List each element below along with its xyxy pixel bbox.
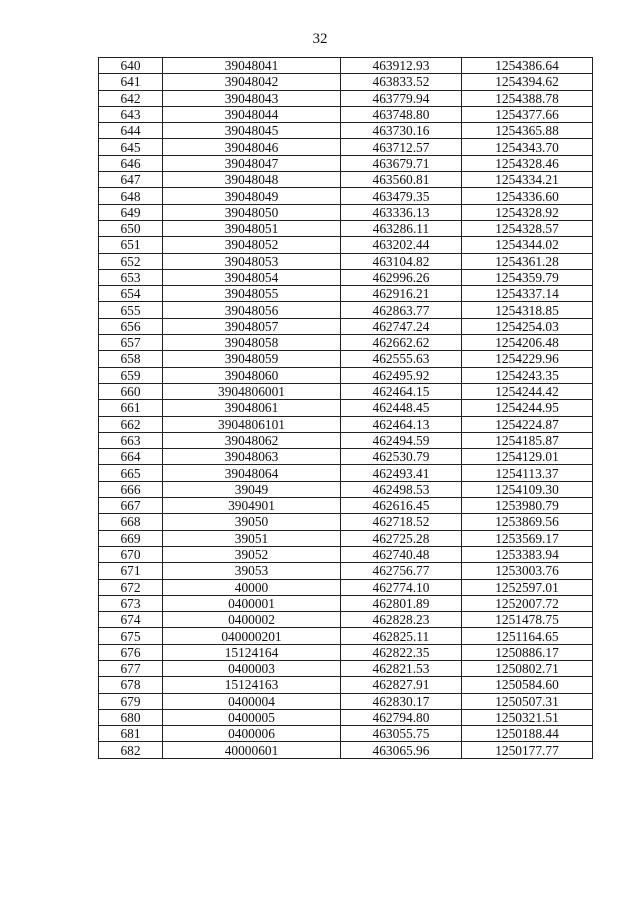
point-id-cell: 39048051 <box>163 220 341 236</box>
x-coordinate-cell: 462448.45 <box>341 400 462 416</box>
point-id-cell: 39048041 <box>163 58 341 74</box>
x-coordinate-cell: 462822.35 <box>341 644 462 660</box>
table-row <box>99 139 593 155</box>
y-coordinate-cell: 1251478.75 <box>462 612 593 628</box>
point-id-cell: 0400006 <box>163 726 341 742</box>
x-coordinate-cell: 462464.15 <box>341 383 462 399</box>
x-coordinate-cell: 463833.52 <box>341 74 462 90</box>
point-id-cell: 39048055 <box>163 286 341 302</box>
row-number-cell: 678 <box>99 677 163 693</box>
y-coordinate-cell: 1254377.66 <box>462 106 593 122</box>
y-coordinate-cell: 1254229.96 <box>462 351 593 367</box>
point-id-cell: 39048049 <box>163 188 341 204</box>
table-row <box>99 644 593 660</box>
row-number-cell: 675 <box>99 628 163 644</box>
row-number-cell: 668 <box>99 514 163 530</box>
point-id-cell: 39048064 <box>163 465 341 481</box>
x-coordinate-cell: 462828.23 <box>341 612 462 628</box>
x-coordinate-cell: 462821.53 <box>341 660 462 676</box>
point-id-cell: 15124164 <box>163 644 341 660</box>
x-coordinate-cell: 463202.44 <box>341 237 462 253</box>
point-id-cell: 0400005 <box>163 709 341 725</box>
x-coordinate-cell: 462996.26 <box>341 269 462 285</box>
y-coordinate-cell: 1254359.79 <box>462 269 593 285</box>
table-row <box>99 123 593 139</box>
table-row <box>99 612 593 628</box>
point-id-cell: 39048063 <box>163 449 341 465</box>
point-id-cell: 3904901 <box>163 498 341 514</box>
point-id-cell: 3904806101 <box>163 416 341 432</box>
table-row <box>99 498 593 514</box>
row-number-cell: 655 <box>99 302 163 318</box>
point-id-cell: 39048042 <box>163 74 341 90</box>
point-id-cell: 39048047 <box>163 155 341 171</box>
y-coordinate-cell: 1250321.51 <box>462 709 593 725</box>
table-row <box>99 237 593 253</box>
y-coordinate-cell: 1254243.35 <box>462 367 593 383</box>
point-id-cell: 39048052 <box>163 237 341 253</box>
row-number-cell: 662 <box>99 416 163 432</box>
x-coordinate-cell: 462494.59 <box>341 432 462 448</box>
table-row <box>99 367 593 383</box>
y-coordinate-cell: 1254328.46 <box>462 155 593 171</box>
row-number-cell: 645 <box>99 139 163 155</box>
x-coordinate-cell: 463748.80 <box>341 106 462 122</box>
y-coordinate-cell: 1254224.87 <box>462 416 593 432</box>
point-id-cell: 39048046 <box>163 139 341 155</box>
x-coordinate-cell: 462662.62 <box>341 335 462 351</box>
row-number-cell: 664 <box>99 449 163 465</box>
x-coordinate-cell: 462830.17 <box>341 693 462 709</box>
coordinates-table-body <box>99 58 593 759</box>
x-coordinate-cell: 462740.48 <box>341 546 462 562</box>
point-id-cell: 39048058 <box>163 335 341 351</box>
table-row <box>99 335 593 351</box>
x-coordinate-cell: 463779.94 <box>341 90 462 106</box>
y-coordinate-cell: 1253569.17 <box>462 530 593 546</box>
y-coordinate-cell: 1254318.85 <box>462 302 593 318</box>
row-number-cell: 680 <box>99 709 163 725</box>
y-coordinate-cell: 1253980.79 <box>462 498 593 514</box>
row-number-cell: 641 <box>99 74 163 90</box>
y-coordinate-cell: 1254386.64 <box>462 58 593 74</box>
table-row <box>99 90 593 106</box>
row-number-cell: 642 <box>99 90 163 106</box>
table-row <box>99 530 593 546</box>
x-coordinate-cell: 462747.24 <box>341 318 462 334</box>
point-id-cell: 39048056 <box>163 302 341 318</box>
x-coordinate-cell: 463065.96 <box>341 742 462 758</box>
y-coordinate-cell: 1254336.60 <box>462 188 593 204</box>
y-coordinate-cell: 1254109.30 <box>462 481 593 497</box>
x-coordinate-cell: 463679.71 <box>341 155 462 171</box>
x-coordinate-cell: 463712.57 <box>341 139 462 155</box>
point-id-cell: 39049 <box>163 481 341 497</box>
point-id-cell: 39048054 <box>163 269 341 285</box>
y-coordinate-cell: 1250188.44 <box>462 726 593 742</box>
x-coordinate-cell: 463336.13 <box>341 204 462 220</box>
table-row <box>99 106 593 122</box>
x-coordinate-cell: 462493.41 <box>341 465 462 481</box>
table-row <box>99 74 593 90</box>
y-coordinate-cell: 1250584.60 <box>462 677 593 693</box>
row-number-cell: 657 <box>99 335 163 351</box>
point-id-cell: 0400003 <box>163 660 341 676</box>
point-id-cell: 0400004 <box>163 693 341 709</box>
table-row <box>99 595 593 611</box>
table-row <box>99 693 593 709</box>
row-number-cell: 651 <box>99 237 163 253</box>
table-row <box>99 742 593 758</box>
y-coordinate-cell: 1254254.03 <box>462 318 593 334</box>
point-id-cell: 39048044 <box>163 106 341 122</box>
point-id-cell: 40000 <box>163 579 341 595</box>
table-row <box>99 726 593 742</box>
row-number-cell: 660 <box>99 383 163 399</box>
x-coordinate-cell: 462801.89 <box>341 595 462 611</box>
x-coordinate-cell: 463104.82 <box>341 253 462 269</box>
row-number-cell: 682 <box>99 742 163 758</box>
point-id-cell: 40000601 <box>163 742 341 758</box>
row-number-cell: 652 <box>99 253 163 269</box>
y-coordinate-cell: 1254344.02 <box>462 237 593 253</box>
row-number-cell: 650 <box>99 220 163 236</box>
row-number-cell: 667 <box>99 498 163 514</box>
row-number-cell: 674 <box>99 612 163 628</box>
coordinates-table <box>98 57 593 759</box>
y-coordinate-cell: 1254113.37 <box>462 465 593 481</box>
point-id-cell: 39048053 <box>163 253 341 269</box>
y-coordinate-cell: 1254361.28 <box>462 253 593 269</box>
table-row <box>99 449 593 465</box>
row-number-cell: 643 <box>99 106 163 122</box>
y-coordinate-cell: 1254343.70 <box>462 139 593 155</box>
point-id-cell: 39048061 <box>163 400 341 416</box>
y-coordinate-cell: 1253003.76 <box>462 563 593 579</box>
point-id-cell: 39053 <box>163 563 341 579</box>
row-number-cell: 656 <box>99 318 163 334</box>
row-number-cell: 671 <box>99 563 163 579</box>
x-coordinate-cell: 462725.28 <box>341 530 462 546</box>
x-coordinate-cell: 462555.63 <box>341 351 462 367</box>
x-coordinate-cell: 462498.53 <box>341 481 462 497</box>
x-coordinate-cell: 463912.93 <box>341 58 462 74</box>
row-number-cell: 666 <box>99 481 163 497</box>
x-coordinate-cell: 463560.81 <box>341 172 462 188</box>
y-coordinate-cell: 1254206.48 <box>462 335 593 351</box>
row-number-cell: 672 <box>99 579 163 595</box>
x-coordinate-cell: 462616.45 <box>341 498 462 514</box>
x-coordinate-cell: 462530.79 <box>341 449 462 465</box>
table-row <box>99 302 593 318</box>
table-row <box>99 709 593 725</box>
x-coordinate-cell: 463730.16 <box>341 123 462 139</box>
row-number-cell: 647 <box>99 172 163 188</box>
y-coordinate-cell: 1253869.56 <box>462 514 593 530</box>
table-row <box>99 351 593 367</box>
row-number-cell: 653 <box>99 269 163 285</box>
table-row <box>99 628 593 644</box>
x-coordinate-cell: 462863.77 <box>341 302 462 318</box>
y-coordinate-cell: 1254394.62 <box>462 74 593 90</box>
point-id-cell: 0400002 <box>163 612 341 628</box>
row-number-cell: 681 <box>99 726 163 742</box>
row-number-cell: 679 <box>99 693 163 709</box>
y-coordinate-cell: 1250886.17 <box>462 644 593 660</box>
x-coordinate-cell: 462916.21 <box>341 286 462 302</box>
y-coordinate-cell: 1254129.01 <box>462 449 593 465</box>
y-coordinate-cell: 1251164.65 <box>462 628 593 644</box>
row-number-cell: 670 <box>99 546 163 562</box>
table-row <box>99 481 593 497</box>
row-number-cell: 654 <box>99 286 163 302</box>
point-id-cell: 0400001 <box>163 595 341 611</box>
row-number-cell: 677 <box>99 660 163 676</box>
point-id-cell: 39048059 <box>163 351 341 367</box>
x-coordinate-cell: 463055.75 <box>341 726 462 742</box>
table-row <box>99 465 593 481</box>
row-number-cell: 673 <box>99 595 163 611</box>
row-number-cell: 663 <box>99 432 163 448</box>
table-row <box>99 546 593 562</box>
x-coordinate-cell: 462756.77 <box>341 563 462 579</box>
x-coordinate-cell: 462495.92 <box>341 367 462 383</box>
point-id-cell: 39048057 <box>163 318 341 334</box>
point-id-cell: 39048045 <box>163 123 341 139</box>
x-coordinate-cell: 462794.80 <box>341 709 462 725</box>
y-coordinate-cell: 1252007.72 <box>462 595 593 611</box>
table-row <box>99 579 593 595</box>
y-coordinate-cell: 1254328.92 <box>462 204 593 220</box>
y-coordinate-cell: 1253383.94 <box>462 546 593 562</box>
x-coordinate-cell: 463479.35 <box>341 188 462 204</box>
point-id-cell: 39050 <box>163 514 341 530</box>
table-row <box>99 400 593 416</box>
y-coordinate-cell: 1250802.71 <box>462 660 593 676</box>
table-row <box>99 58 593 74</box>
point-id-cell: 39048050 <box>163 204 341 220</box>
point-id-cell: 39048060 <box>163 367 341 383</box>
table-row <box>99 188 593 204</box>
x-coordinate-cell: 462718.52 <box>341 514 462 530</box>
row-number-cell: 665 <box>99 465 163 481</box>
x-coordinate-cell: 462774.10 <box>341 579 462 595</box>
point-id-cell: 39048043 <box>163 90 341 106</box>
row-number-cell: 644 <box>99 123 163 139</box>
point-id-cell: 39048048 <box>163 172 341 188</box>
y-coordinate-cell: 1254337.14 <box>462 286 593 302</box>
table-row <box>99 172 593 188</box>
row-number-cell: 669 <box>99 530 163 546</box>
row-number-cell: 648 <box>99 188 163 204</box>
point-id-cell: 15124163 <box>163 677 341 693</box>
row-number-cell: 646 <box>99 155 163 171</box>
table-row <box>99 253 593 269</box>
point-id-cell: 040000201 <box>163 628 341 644</box>
y-coordinate-cell: 1252597.01 <box>462 579 593 595</box>
table-row <box>99 416 593 432</box>
y-coordinate-cell: 1250507.31 <box>462 693 593 709</box>
row-number-cell: 649 <box>99 204 163 220</box>
point-id-cell: 39051 <box>163 530 341 546</box>
row-number-cell: 676 <box>99 644 163 660</box>
x-coordinate-cell: 463286.11 <box>341 220 462 236</box>
row-number-cell: 661 <box>99 400 163 416</box>
table-row <box>99 514 593 530</box>
x-coordinate-cell: 462827.91 <box>341 677 462 693</box>
y-coordinate-cell: 1254365.88 <box>462 123 593 139</box>
y-coordinate-cell: 1254334.21 <box>462 172 593 188</box>
y-coordinate-cell: 1254185.87 <box>462 432 593 448</box>
x-coordinate-cell: 462825.11 <box>341 628 462 644</box>
point-id-cell: 3904806001 <box>163 383 341 399</box>
point-id-cell: 39048062 <box>163 432 341 448</box>
table-row <box>99 155 593 171</box>
y-coordinate-cell: 1254388.78 <box>462 90 593 106</box>
table-row <box>99 432 593 448</box>
y-coordinate-cell: 1254328.57 <box>462 220 593 236</box>
table-row <box>99 383 593 399</box>
table-row <box>99 318 593 334</box>
y-coordinate-cell: 1254244.95 <box>462 400 593 416</box>
point-id-cell: 39052 <box>163 546 341 562</box>
table-row <box>99 204 593 220</box>
table-row <box>99 269 593 285</box>
table-row <box>99 220 593 236</box>
row-number-cell: 658 <box>99 351 163 367</box>
table-row <box>99 677 593 693</box>
row-number-cell: 640 <box>99 58 163 74</box>
y-coordinate-cell: 1250177.77 <box>462 742 593 758</box>
x-coordinate-cell: 462464.13 <box>341 416 462 432</box>
table-row <box>99 660 593 676</box>
table-row <box>99 286 593 302</box>
page-number: 32 <box>312 31 328 47</box>
table-row <box>99 563 593 579</box>
y-coordinate-cell: 1254244.42 <box>462 383 593 399</box>
row-number-cell: 659 <box>99 367 163 383</box>
